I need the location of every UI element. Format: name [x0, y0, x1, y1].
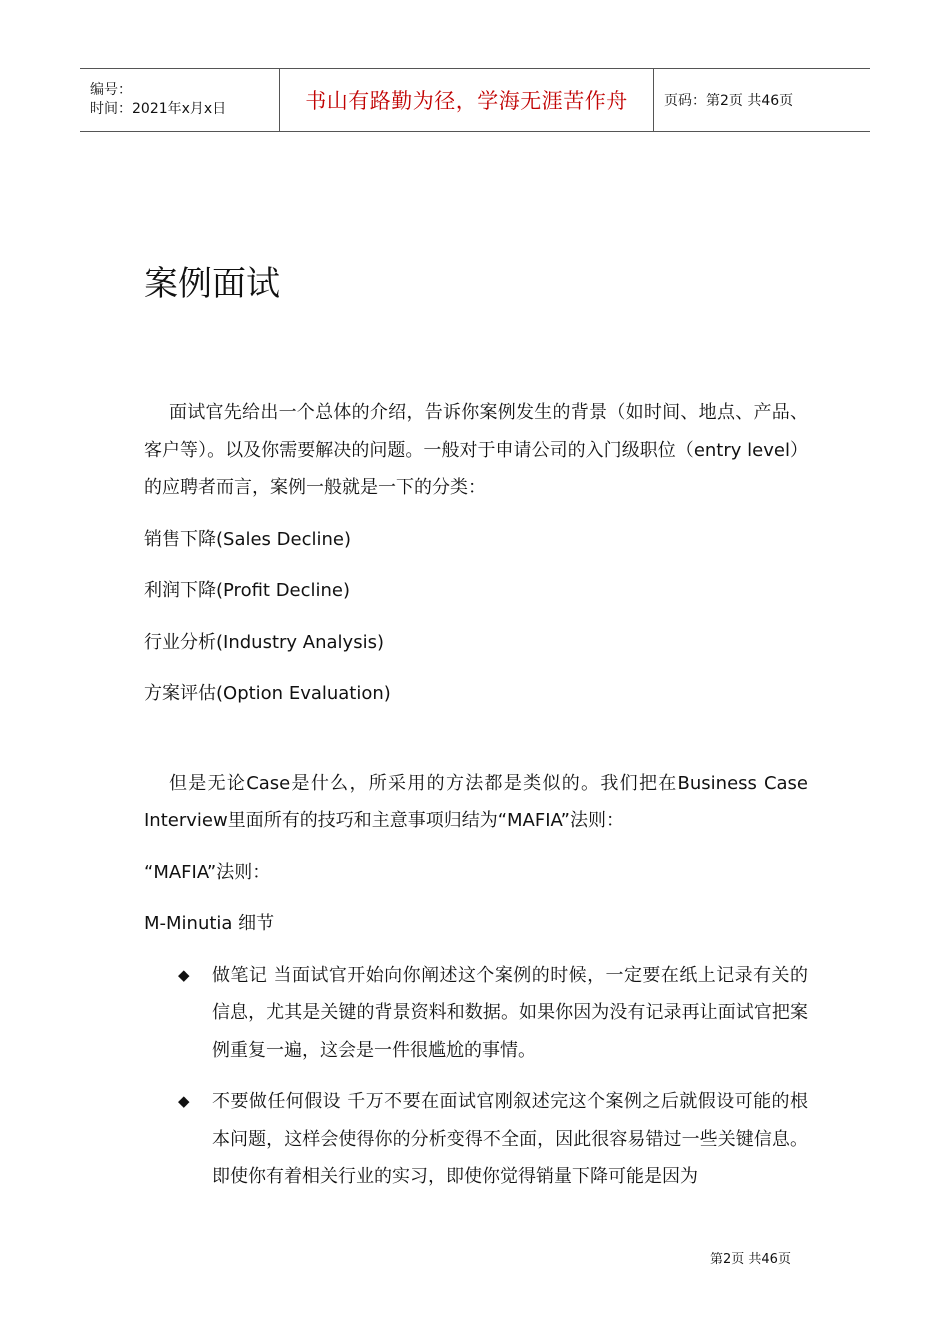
category-industry-analysis: 行业分析(Industry Analysis): [144, 631, 384, 653]
header-page-info: 页码：第2页 共46页: [664, 93, 794, 109]
serial-label: 编号：: [90, 82, 132, 98]
header-page-cell: [654, 69, 870, 131]
category-profit-decline: 利润下降(Profit Decline): [144, 580, 351, 601]
time-label: 时间：2021年x月x日: [90, 101, 227, 117]
intro-paragraph: 面试官先给出一个总体的介绍，告诉你案例发生的背景（如时间、地点、产品、客户等）。以及你需要解决的问题。一般对于申请公司的入门级职位（entry level）的应聘者而言，案例一般就是一下的分类：: [144, 402, 808, 498]
diamond-bullet-icon: ◆: [178, 965, 190, 984]
page-title: 案例面试: [144, 264, 280, 304]
header-motto-cell: [280, 69, 654, 131]
header-meta: [80, 69, 280, 131]
bullet-take-notes: [144, 957, 808, 1070]
bullet-text: 不要做任何假设 千万不要在面试官刚叙述完这个案例之后就假设可能的根本问题，这样会使得你的分析变得不全面，因此很容易错过一些关键信息。即使你有着相关行业的实习，即使你觉得销量下降可能是因为: [212, 1091, 808, 1187]
mafia-label: “MAFIA”法则：: [144, 861, 271, 883]
bullet-text: 做笔记 当面试官开始向你阐述这个案例的时候，一定要在纸上记录有关的信息，尤其是关键的背景资料和数据。如果你因为没有记录再让面试官把案例重复一遍，这会是一件很尴尬的事情。: [212, 964, 808, 1061]
page-footer: 第2页 共46页: [710, 1252, 791, 1267]
header-motto: 书山有路勤为径，学海无涯苦作舟: [305, 89, 628, 113]
document-body: [144, 394, 808, 1196]
category-option-evaluation: 方案评估(Option Evaluation): [144, 683, 391, 704]
category-sales-decline: 销售下降(Sales Decline): [144, 528, 351, 550]
methods-paragraph: 但是无论Case是什么，所采用的方法都是类似的。我们把在Business Case Interview里面所有的技巧和主意事项归结为“MAFIA”法则：: [144, 772, 808, 831]
document-header: [80, 68, 870, 132]
bullet-no-assumptions: [144, 1083, 808, 1196]
m-minutia-heading: M-Minutia 细节: [144, 913, 275, 934]
diamond-bullet-icon: ◆: [178, 1092, 190, 1110]
